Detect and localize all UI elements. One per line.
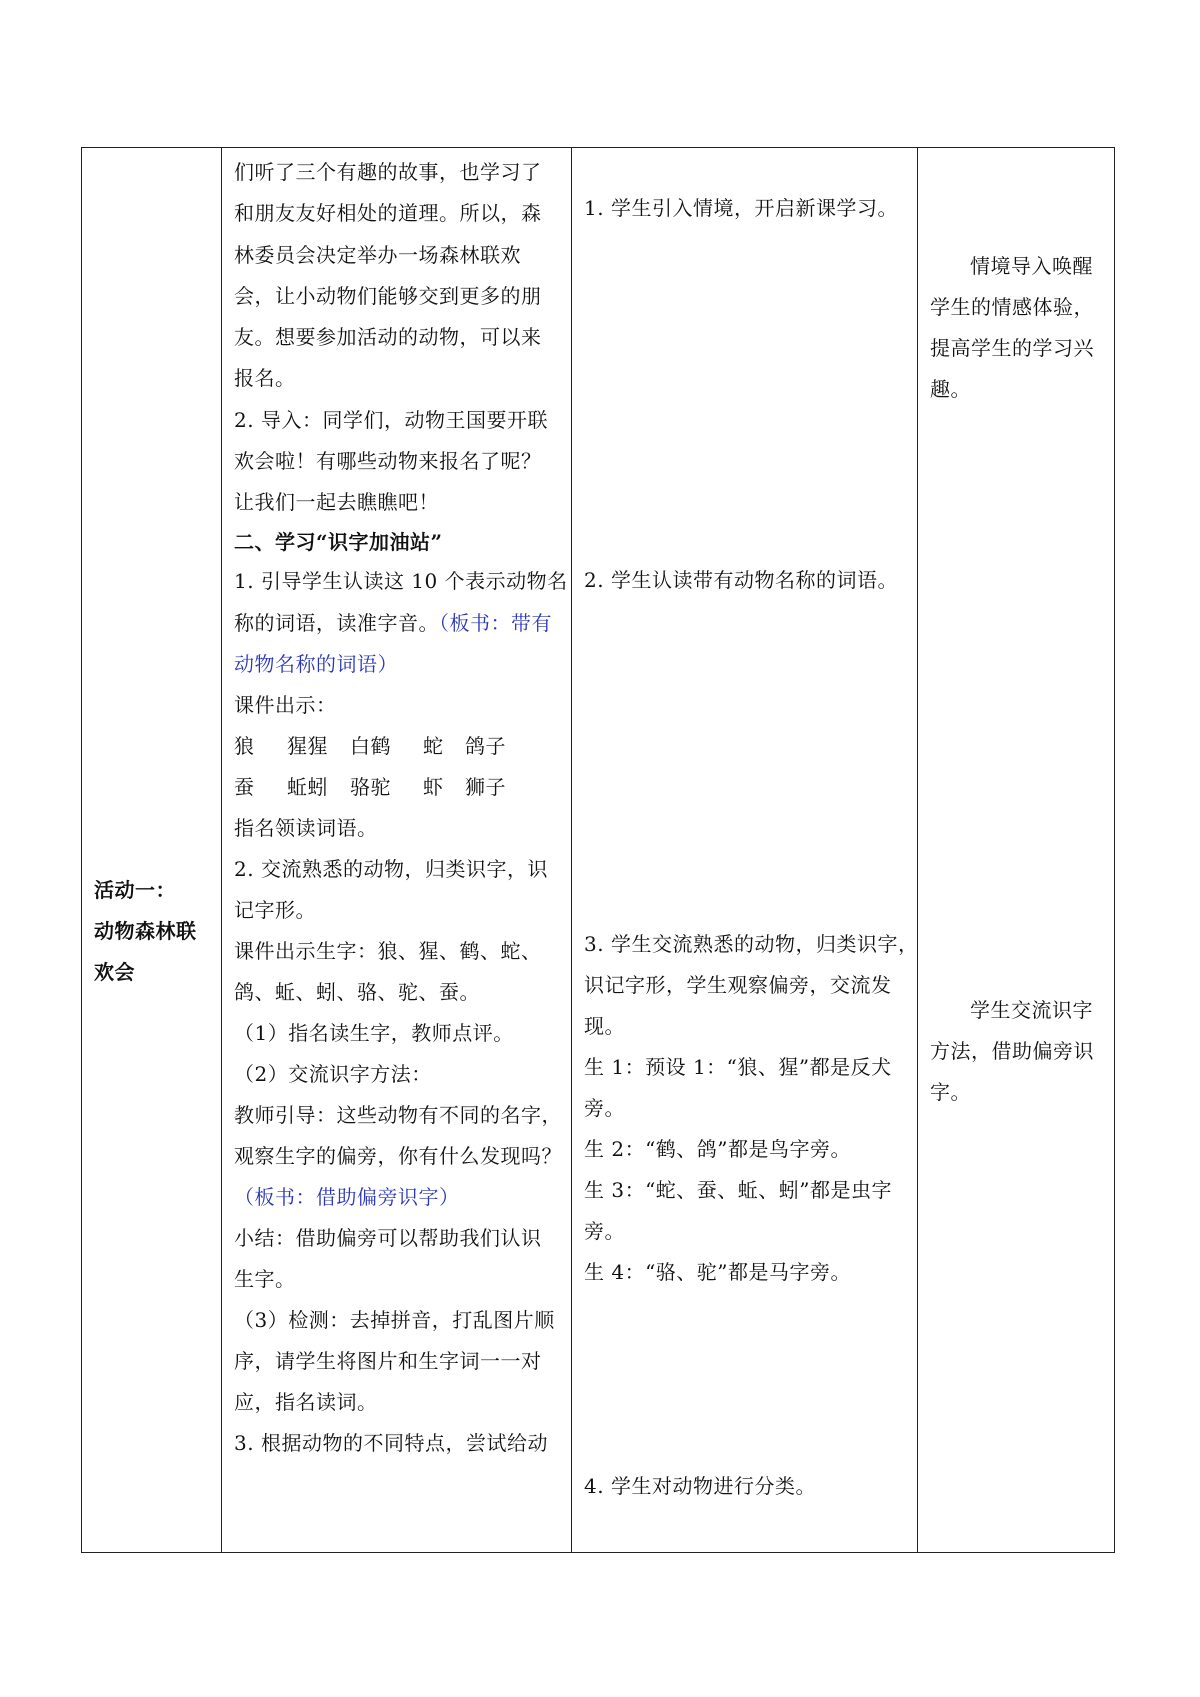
text-line: 课件出示生字：狼、猩、鹤、蛇、 [234, 938, 542, 963]
teacher-activity-cell [234, 152, 569, 1464]
text-line: 欢会啦！有哪些动物来报名了呢？ [234, 449, 542, 474]
text-line: 生字。 [234, 1266, 296, 1291]
text-line: 趣。 [930, 377, 971, 401]
animal-word: 蚯蚓 [287, 774, 328, 799]
text-line: 学生的情感体验， [930, 295, 1094, 319]
text-line: 字。 [930, 1080, 971, 1104]
student-activity-block [584, 188, 914, 229]
text-line: 旁。 [584, 1219, 625, 1243]
text-line: 应，指名读词。 [234, 1389, 378, 1414]
text-line: 3. 学生交流熟悉的动物，归类识字， [584, 932, 919, 956]
text-line: 林委员会决定举办一场森林联欢 [234, 242, 521, 267]
text-line: 4. 学生对动物进行分类。 [584, 1474, 816, 1498]
text-line: 报名。 [234, 366, 296, 391]
text-line: 1. 学生引入情境，开启新课学习。 [584, 196, 898, 220]
animal-word: 狮子 [465, 774, 506, 799]
text-line: 3. 根据动物的不同特点，尝试给动 [234, 1430, 548, 1455]
activity-title-line: 欢会 [94, 960, 135, 984]
text-line: 生 3：“蛇、蚕、蚯、蚓”都是虫字 [584, 1178, 893, 1202]
text-line: 鸽、蚯、蚓、骆、驼、蚕。 [234, 979, 480, 1004]
text-line: 现。 [584, 1014, 625, 1038]
design-intent-block [930, 246, 1112, 410]
text-line: 2. 学生认读带有动物名称的词语。 [584, 568, 898, 592]
text-line: 方法，借助偏旁识 [930, 1039, 1094, 1063]
text-line: 生 4：“骆、驼”都是马字旁。 [584, 1260, 852, 1284]
text-line: 指名领读词语。 [234, 815, 378, 840]
text-line: 2. 导入：同学们，动物王国要开联 [234, 407, 548, 432]
animal-word: 鸽子 [465, 733, 506, 758]
text-line: 记字形。 [234, 897, 316, 922]
text-line: 会，让小动物们能够交到更多的朋 [234, 283, 542, 308]
design-intent-block [930, 990, 1112, 1113]
blackboard-note: （板书：带有 [439, 610, 552, 635]
student-activity-block [584, 1466, 914, 1507]
text-line: （2）交流识字方法： [234, 1061, 432, 1086]
blackboard-note: （板书：借助偏旁识字） [234, 1184, 460, 1209]
text-line: 课件出示： [234, 692, 337, 717]
activity-title-line: 活动一： [94, 878, 176, 902]
text-line: 1. 引导学生认读这 10 个表示动物名 [234, 568, 568, 593]
animal-word: 白鹤 [350, 733, 391, 758]
text-line: 2. 交流熟悉的动物，归类识字，识 [234, 856, 548, 881]
text-line: 学生交流识字 [970, 998, 1093, 1022]
animal-word: 骆驼 [350, 774, 391, 799]
animal-word: 蛇 [423, 733, 444, 758]
text-line: 情境导入唤醒 [970, 254, 1093, 278]
text-line: （1）指名读生字，教师点评。 [234, 1020, 514, 1045]
column-divider [221, 148, 222, 1552]
text-line: 友。想要参加活动的动物，可以来 [234, 325, 542, 350]
text-line: 生 1：预设 1：“狼、猩”都是反犬 [584, 1055, 892, 1079]
text-line [234, 602, 569, 644]
text-line: 让我们一起去瞧瞧吧！ [234, 490, 439, 515]
animal-word: 狼 [234, 733, 255, 758]
text-line: 教师引导：这些动物有不同的名字， [234, 1102, 562, 1127]
text-line: 生 2：“鹤、鸽”都是鸟字旁。 [584, 1137, 852, 1161]
animal-words-row [234, 767, 569, 808]
text-line: 序，请学生将图片和生字词一一对 [234, 1348, 542, 1373]
animal-word: 猩猩 [287, 733, 328, 758]
text-line: 和朋友友好相处的道理。所以，森 [234, 201, 542, 226]
student-activity-block [584, 924, 919, 1293]
animal-word: 蚕 [234, 774, 255, 799]
text-line: 小结：借助偏旁可以帮助我们认识 [234, 1225, 542, 1250]
text-line: 提高学生的学习兴 [930, 336, 1094, 360]
activity-cell [94, 870, 219, 993]
text-line: （3）检测：去掉拼音，打乱图片顺 [234, 1307, 555, 1332]
text-line: 们听了三个有趣的故事，也学习了 [234, 160, 542, 184]
text-line: 识记字形，学生观察偏旁，交流发 [584, 973, 892, 997]
student-activity-block [584, 560, 914, 601]
animal-words-row [234, 726, 569, 767]
column-divider [571, 148, 572, 1552]
text-segment: 称的词语，读准字音。 [234, 610, 439, 635]
activity-title-line: 动物森林联 [94, 919, 197, 943]
animal-word: 虾 [423, 774, 444, 799]
column-divider [917, 148, 918, 1552]
text-line: 旁。 [584, 1096, 625, 1120]
blackboard-note: 动物名称的词语） [234, 651, 398, 676]
section-heading: 二、学习“识字加油站” [234, 529, 443, 554]
lesson-plan-table [81, 147, 1115, 1553]
text-line: 观察生字的偏旁，你有什么发现吗？ [234, 1143, 562, 1168]
